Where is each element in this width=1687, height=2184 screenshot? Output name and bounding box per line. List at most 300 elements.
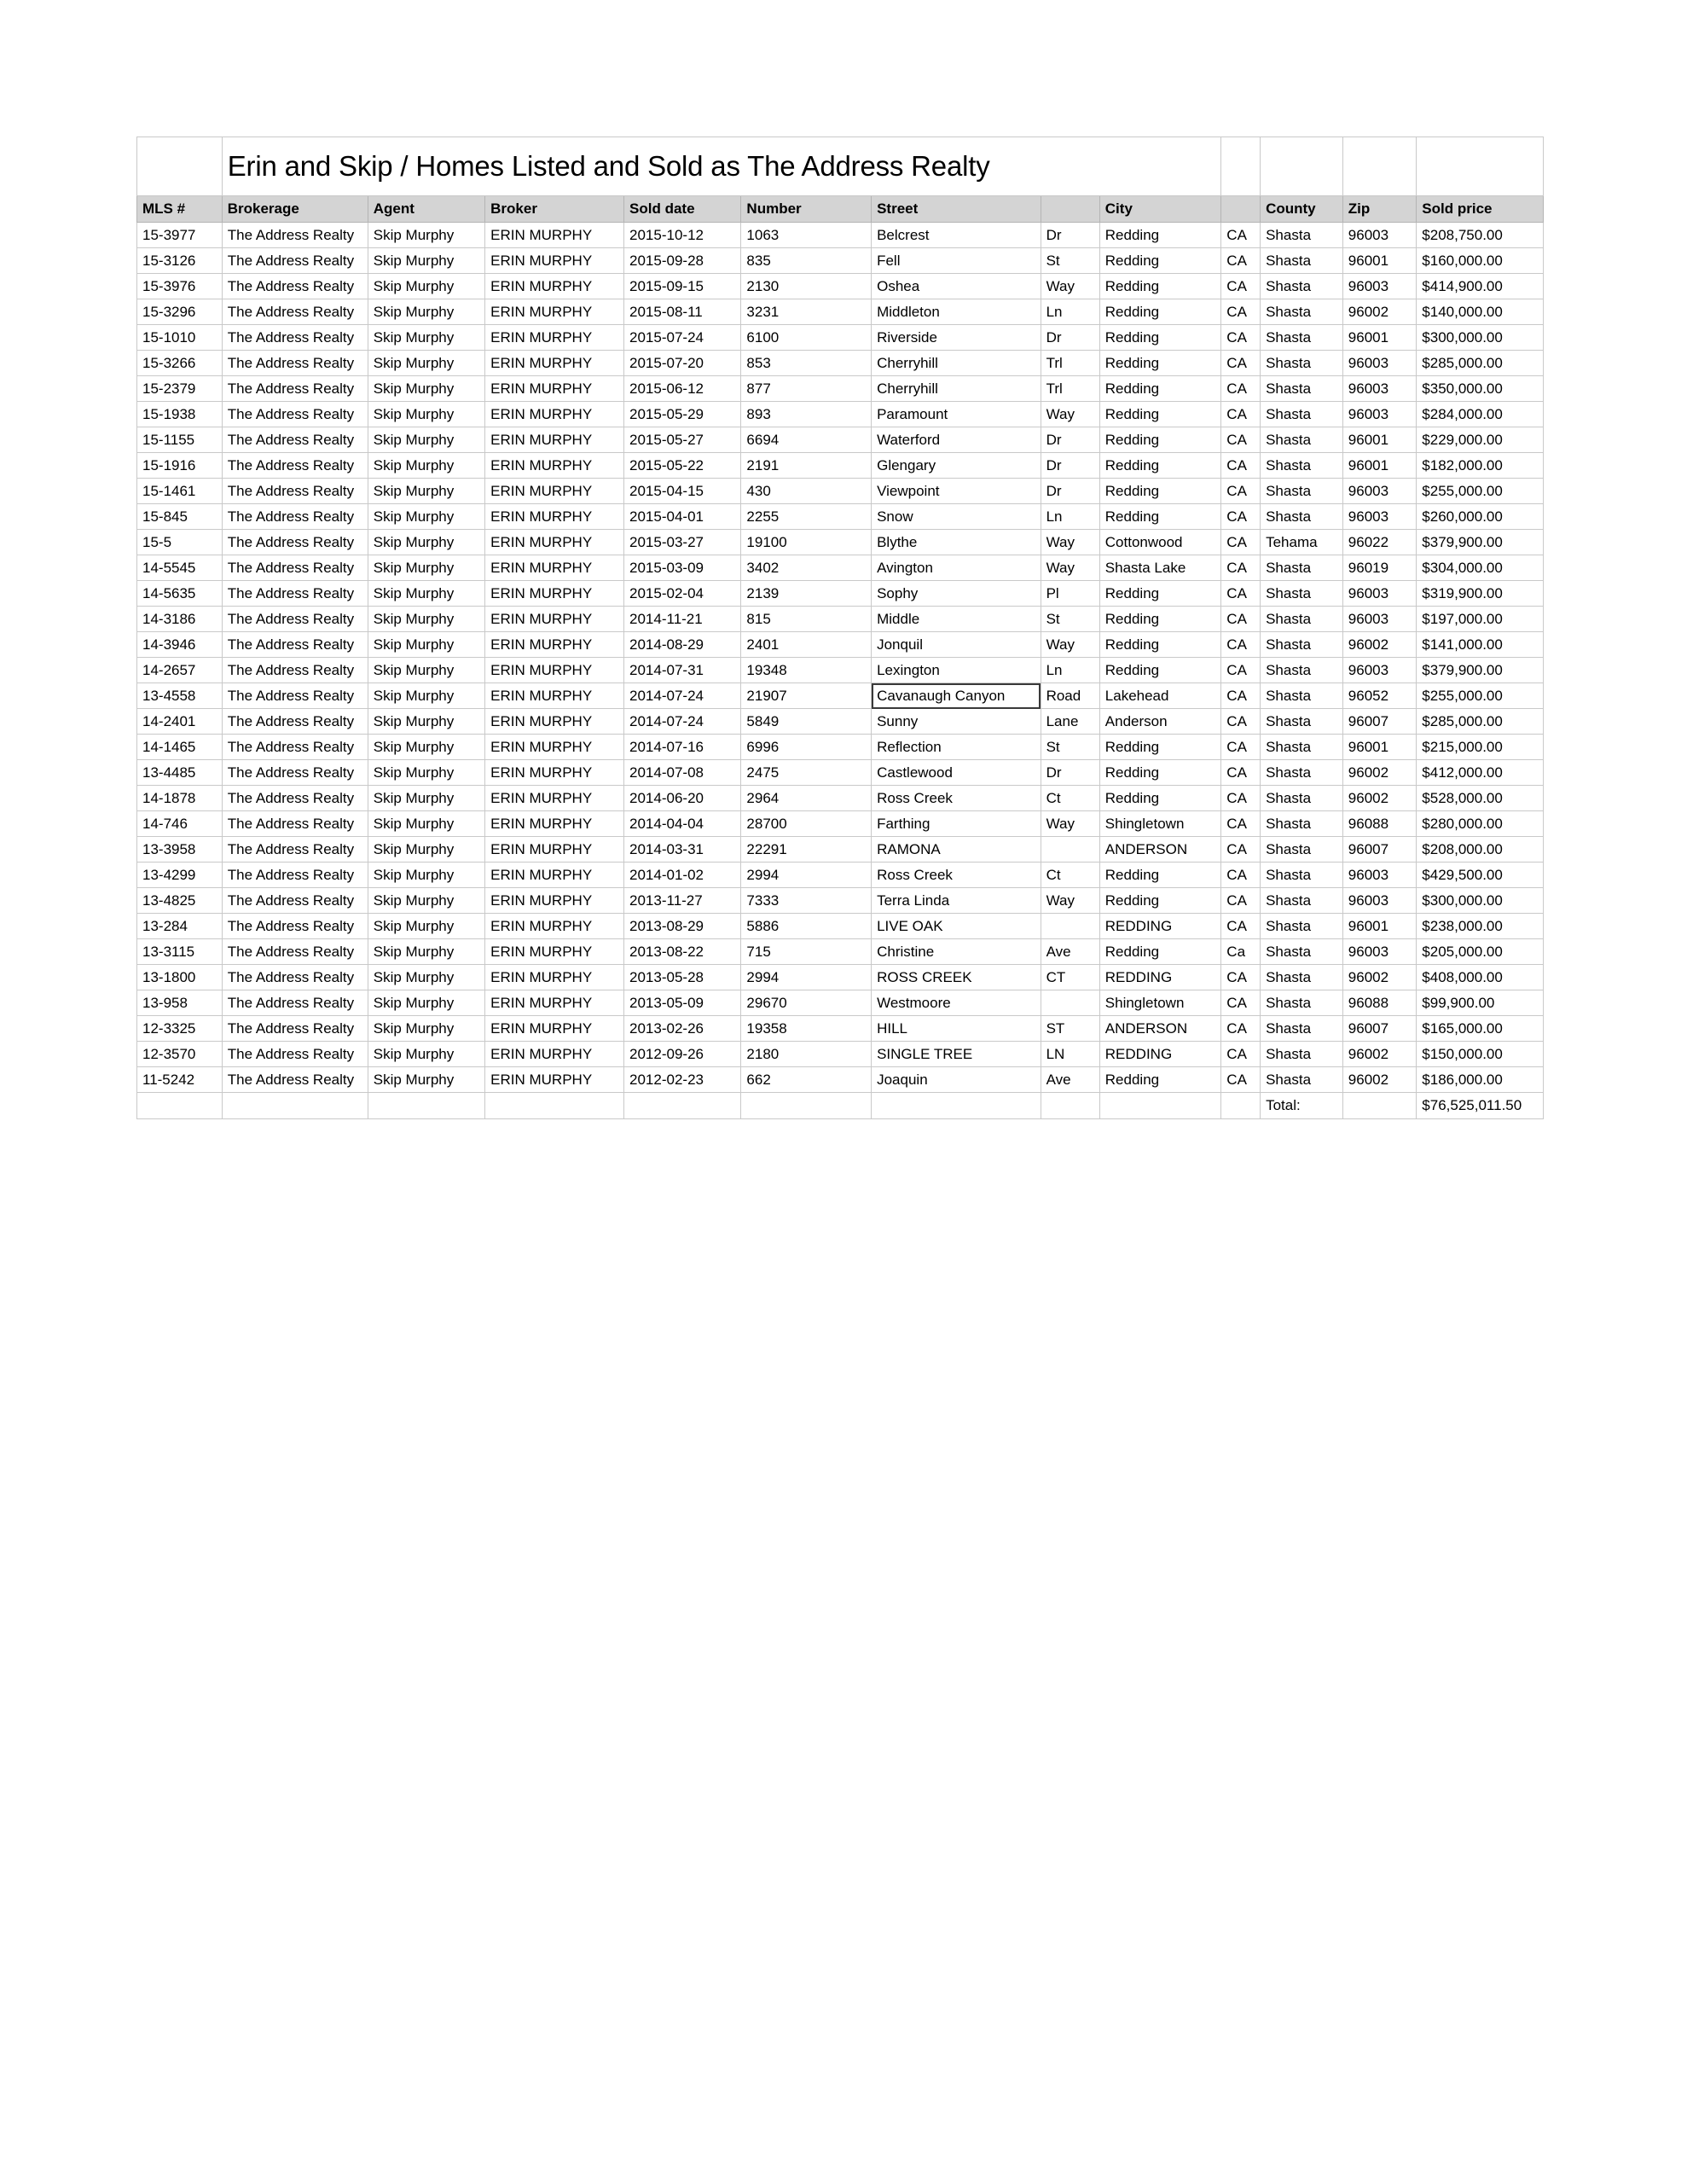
cell-brokerage[interactable]: The Address Realty [222,376,368,402]
cell-state[interactable]: CA [1221,581,1261,607]
cell-street-suffix[interactable]: Dr [1041,453,1099,479]
cell-agent[interactable]: Skip Murphy [368,888,484,914]
cell-number[interactable]: 2401 [741,632,872,658]
cell-number[interactable]: 6100 [741,325,872,351]
cell-city[interactable]: Redding [1099,735,1221,760]
cell-mls[interactable]: 13-4558 [137,683,223,709]
cell-state[interactable]: CA [1221,376,1261,402]
cell-county[interactable]: Shasta [1261,632,1343,658]
cell-state[interactable]: CA [1221,786,1261,811]
cell-city[interactable]: Redding [1099,274,1221,299]
cell-city[interactable]: REDDING [1099,965,1221,990]
cell-county[interactable]: Shasta [1261,555,1343,581]
cell-sold-date[interactable]: 2013-08-29 [624,914,741,939]
cell-brokerage[interactable]: The Address Realty [222,274,368,299]
cell-number[interactable]: 662 [741,1067,872,1093]
cell-agent[interactable]: Skip Murphy [368,811,484,837]
cell-street-suffix[interactable]: St [1041,248,1099,274]
cell-county[interactable]: Shasta [1261,402,1343,427]
cell-brokerage[interactable]: The Address Realty [222,786,368,811]
cell-city[interactable]: Redding [1099,376,1221,402]
cell-mls[interactable]: 15-3266 [137,351,223,376]
cell-state[interactable]: CA [1221,479,1261,504]
cell-number[interactable]: 21907 [741,683,872,709]
cell-broker[interactable]: ERIN MURPHY [485,376,624,402]
table-row[interactable] [137,735,1544,760]
cell-sold-date[interactable]: 2014-11-21 [624,607,741,632]
cell-brokerage[interactable]: The Address Realty [222,530,368,555]
cell-brokerage[interactable]: The Address Realty [222,658,368,683]
cell-zip[interactable]: 96003 [1342,504,1417,530]
cell-sold-date[interactable]: 2015-05-22 [624,453,741,479]
cell-sold-price[interactable]: $238,000.00 [1417,914,1544,939]
cell-county[interactable]: Shasta [1261,683,1343,709]
cell-zip[interactable]: 96003 [1342,274,1417,299]
cell-state[interactable]: CA [1221,607,1261,632]
cell-city[interactable]: ANDERSON [1099,1016,1221,1042]
cell-mls[interactable]: 14-1878 [137,786,223,811]
cell-state[interactable]: CA [1221,453,1261,479]
cell-mls[interactable]: 15-1155 [137,427,223,453]
cell-street-suffix[interactable]: Way [1041,811,1099,837]
column-header-street[interactable]: Street [872,196,1041,223]
cell-sold-date[interactable]: 2014-07-16 [624,735,741,760]
cell-brokerage[interactable]: The Address Realty [222,990,368,1016]
cell-street-suffix[interactable] [1041,990,1099,1016]
cell-zip[interactable]: 96003 [1342,376,1417,402]
cell-mls[interactable]: 15-2379 [137,376,223,402]
cell-brokerage[interactable]: The Address Realty [222,735,368,760]
cell-state[interactable]: CA [1221,811,1261,837]
cell-street[interactable]: Sunny [872,709,1041,735]
cell-state[interactable]: CA [1221,351,1261,376]
cell-street-suffix[interactable]: Ln [1041,299,1099,325]
cell-sold-price[interactable]: $205,000.00 [1417,939,1544,965]
cell-county[interactable]: Shasta [1261,248,1343,274]
cell-zip[interactable]: 96052 [1342,683,1417,709]
cell-street[interactable]: ROSS CREEK [872,965,1041,990]
cell-street[interactable]: Westmoore [872,990,1041,1016]
cell-number[interactable]: 2994 [741,863,872,888]
cell-mls[interactable]: 14-3946 [137,632,223,658]
cell-street-suffix[interactable]: Pl [1041,581,1099,607]
cell-brokerage[interactable]: The Address Realty [222,299,368,325]
cell-agent[interactable]: Skip Murphy [368,504,484,530]
cell-zip[interactable]: 96007 [1342,709,1417,735]
cell-state[interactable]: CA [1221,530,1261,555]
cell-zip[interactable]: 96001 [1342,914,1417,939]
table-row[interactable] [137,837,1544,863]
cell-broker[interactable]: ERIN MURPHY [485,607,624,632]
cell-county[interactable]: Shasta [1261,709,1343,735]
cell-brokerage[interactable]: The Address Realty [222,223,368,248]
column-header-zip[interactable]: Zip [1342,196,1417,223]
cell-zip[interactable]: 96007 [1342,1016,1417,1042]
cell-city[interactable]: Cottonwood [1099,530,1221,555]
cell-street[interactable]: Ross Creek [872,786,1041,811]
cell-broker[interactable]: ERIN MURPHY [485,786,624,811]
cell-mls[interactable]: 14-2401 [137,709,223,735]
cell-mls[interactable]: 15-3126 [137,248,223,274]
cell-broker[interactable]: ERIN MURPHY [485,351,624,376]
table-row[interactable] [137,223,1544,248]
cell-city[interactable]: REDDING [1099,1042,1221,1067]
cell-city[interactable]: Redding [1099,223,1221,248]
cell-city[interactable]: Redding [1099,581,1221,607]
cell-mls[interactable]: 15-3977 [137,223,223,248]
cell-county[interactable]: Shasta [1261,453,1343,479]
table-row[interactable] [137,939,1544,965]
cell-zip[interactable]: 96002 [1342,786,1417,811]
cell-brokerage[interactable]: The Address Realty [222,811,368,837]
cell-sold-date[interactable]: 2015-05-29 [624,402,741,427]
cell-street-suffix[interactable]: Way [1041,402,1099,427]
cell-city[interactable]: Redding [1099,427,1221,453]
cell-state[interactable]: CA [1221,709,1261,735]
cell-sold-date[interactable]: 2014-07-24 [624,709,741,735]
cell-agent[interactable]: Skip Murphy [368,299,484,325]
cell-zip[interactable]: 96003 [1342,863,1417,888]
cell-street[interactable]: Farthing [872,811,1041,837]
cell-street-suffix[interactable]: Road [1041,683,1099,709]
table-row[interactable] [137,325,1544,351]
cell-brokerage[interactable]: The Address Realty [222,760,368,786]
cell-zip[interactable]: 96003 [1342,479,1417,504]
cell-number[interactable]: 5886 [741,914,872,939]
cell-sold-price[interactable]: $197,000.00 [1417,607,1544,632]
cell-sold-date[interactable]: 2013-02-26 [624,1016,741,1042]
cell-number[interactable]: 6694 [741,427,872,453]
cell-number[interactable]: 19358 [741,1016,872,1042]
cell-zip[interactable]: 96002 [1342,632,1417,658]
cell-sold-date[interactable]: 2015-07-20 [624,351,741,376]
cell-agent[interactable]: Skip Murphy [368,402,484,427]
cell-sold-price[interactable]: $208,000.00 [1417,837,1544,863]
cell-zip[interactable]: 96003 [1342,607,1417,632]
cell-sold-date[interactable]: 2014-07-31 [624,658,741,683]
cell-agent[interactable]: Skip Murphy [368,351,484,376]
cell-sold-date[interactable]: 2014-04-04 [624,811,741,837]
cell-brokerage[interactable]: The Address Realty [222,402,368,427]
cell-sold-date[interactable]: 2012-02-23 [624,1067,741,1093]
cell-street[interactable]: Riverside [872,325,1041,351]
cell-zip[interactable]: 96002 [1342,1067,1417,1093]
cell-street-suffix[interactable]: Dr [1041,479,1099,504]
cell-agent[interactable]: Skip Murphy [368,223,484,248]
cell-number[interactable]: 835 [741,248,872,274]
cell-agent[interactable]: Skip Murphy [368,965,484,990]
cell-agent[interactable]: Skip Murphy [368,427,484,453]
cell-state[interactable]: CA [1221,223,1261,248]
cell-broker[interactable]: ERIN MURPHY [485,555,624,581]
cell-number[interactable]: 430 [741,479,872,504]
cell-agent[interactable]: Skip Murphy [368,1042,484,1067]
table-row[interactable] [137,786,1544,811]
table-row[interactable] [137,530,1544,555]
cell-street-suffix[interactable]: Trl [1041,351,1099,376]
cell-sold-price[interactable]: $412,000.00 [1417,760,1544,786]
cell-broker[interactable]: ERIN MURPHY [485,427,624,453]
table-row[interactable] [137,709,1544,735]
cell-broker[interactable]: ERIN MURPHY [485,402,624,427]
cell-sold-price[interactable]: $408,000.00 [1417,965,1544,990]
cell-zip[interactable]: 96002 [1342,1042,1417,1067]
cell-broker[interactable]: ERIN MURPHY [485,1042,624,1067]
table-row[interactable] [137,1067,1544,1093]
table-row[interactable] [137,760,1544,786]
cell-city[interactable]: Redding [1099,888,1221,914]
cell-sold-date[interactable]: 2013-11-27 [624,888,741,914]
cell-sold-date[interactable]: 2014-07-24 [624,683,741,709]
cell-mls[interactable]: 12-3325 [137,1016,223,1042]
cell-city[interactable]: REDDING [1099,914,1221,939]
cell-county[interactable]: Shasta [1261,325,1343,351]
cell-county[interactable]: Shasta [1261,658,1343,683]
cell-agent[interactable]: Skip Murphy [368,863,484,888]
cell-county[interactable]: Shasta [1261,760,1343,786]
cell-number[interactable]: 22291 [741,837,872,863]
table-row[interactable] [137,248,1544,274]
column-header-state[interactable] [1221,196,1261,223]
cell-number[interactable]: 7333 [741,888,872,914]
cell-street[interactable]: HILL [872,1016,1041,1042]
cell-county[interactable]: Tehama [1261,530,1343,555]
cell-sold-price[interactable]: $160,000.00 [1417,248,1544,274]
cell-street-suffix[interactable]: Ln [1041,658,1099,683]
cell-mls[interactable]: 13-4485 [137,760,223,786]
cell-sold-price[interactable]: $255,000.00 [1417,683,1544,709]
cell-agent[interactable]: Skip Murphy [368,376,484,402]
cell-county[interactable]: Shasta [1261,990,1343,1016]
cell-broker[interactable]: ERIN MURPHY [485,735,624,760]
table-row[interactable] [137,427,1544,453]
cell-mls[interactable]: 14-1465 [137,735,223,760]
cell-zip[interactable]: 96003 [1342,223,1417,248]
cell-brokerage[interactable]: The Address Realty [222,965,368,990]
cell-broker[interactable]: ERIN MURPHY [485,223,624,248]
cell-mls[interactable]: 13-3115 [137,939,223,965]
cell-county[interactable]: Shasta [1261,607,1343,632]
cell-zip[interactable]: 96001 [1342,325,1417,351]
cell-city[interactable]: Shasta Lake [1099,555,1221,581]
cell-city[interactable]: Redding [1099,299,1221,325]
cell-street[interactable]: Castlewood [872,760,1041,786]
cell-number[interactable]: 2994 [741,965,872,990]
cell-broker[interactable]: ERIN MURPHY [485,248,624,274]
cell-street-suffix[interactable] [1041,837,1099,863]
cell-broker[interactable]: ERIN MURPHY [485,990,624,1016]
cell-broker[interactable]: ERIN MURPHY [485,274,624,299]
cell-street[interactable]: Avington [872,555,1041,581]
cell-number[interactable]: 2255 [741,504,872,530]
cell-brokerage[interactable]: The Address Realty [222,504,368,530]
column-header-agent[interactable]: Agent [368,196,484,223]
cell-street[interactable]: Oshea [872,274,1041,299]
cell-number[interactable]: 715 [741,939,872,965]
cell-brokerage[interactable]: The Address Realty [222,1016,368,1042]
cell-brokerage[interactable]: The Address Realty [222,325,368,351]
cell-zip[interactable]: 96001 [1342,248,1417,274]
cell-mls[interactable]: 13-4825 [137,888,223,914]
cell-city[interactable]: Redding [1099,453,1221,479]
cell-county[interactable]: Shasta [1261,479,1343,504]
cell-street-suffix[interactable]: Dr [1041,427,1099,453]
cell-broker[interactable]: ERIN MURPHY [485,939,624,965]
cell-street[interactable]: Cherryhill [872,376,1041,402]
cell-agent[interactable]: Skip Murphy [368,658,484,683]
cell-sold-price[interactable]: $300,000.00 [1417,325,1544,351]
table-row[interactable] [137,632,1544,658]
cell-number[interactable]: 2139 [741,581,872,607]
cell-mls[interactable]: 13-1800 [137,965,223,990]
cell-state[interactable]: CA [1221,1016,1261,1042]
table-row[interactable] [137,811,1544,837]
cell-sold-price[interactable]: $255,000.00 [1417,479,1544,504]
cell-state[interactable]: CA [1221,274,1261,299]
cell-sold-price[interactable]: $140,000.00 [1417,299,1544,325]
cell-broker[interactable]: ERIN MURPHY [485,530,624,555]
cell-street-suffix[interactable]: CT [1041,965,1099,990]
cell-number[interactable]: 19348 [741,658,872,683]
table-row[interactable] [137,990,1544,1016]
cell-zip[interactable]: 96002 [1342,760,1417,786]
cell-broker[interactable]: ERIN MURPHY [485,811,624,837]
cell-broker[interactable]: ERIN MURPHY [485,658,624,683]
cell-state[interactable]: CA [1221,760,1261,786]
cell-city[interactable]: Redding [1099,1067,1221,1093]
cell-broker[interactable]: ERIN MURPHY [485,632,624,658]
cell-number[interactable]: 3231 [741,299,872,325]
cell-sold-price[interactable]: $141,000.00 [1417,632,1544,658]
cell-city[interactable]: Redding [1099,786,1221,811]
cell-zip[interactable]: 96003 [1342,939,1417,965]
cell-sold-price[interactable]: $165,000.00 [1417,1016,1544,1042]
cell-brokerage[interactable]: The Address Realty [222,1042,368,1067]
cell-broker[interactable]: ERIN MURPHY [485,504,624,530]
cell-brokerage[interactable]: The Address Realty [222,888,368,914]
cell-brokerage[interactable]: The Address Realty [222,248,368,274]
cell-city[interactable]: Redding [1099,658,1221,683]
cell-sold-price[interactable]: $280,000.00 [1417,811,1544,837]
cell-zip[interactable]: 96003 [1342,888,1417,914]
cell-street[interactable]: Reflection [872,735,1041,760]
cell-broker[interactable]: ERIN MURPHY [485,965,624,990]
cell-street[interactable]: Sophy [872,581,1041,607]
cell-zip[interactable]: 96088 [1342,990,1417,1016]
cell-sold-date[interactable]: 2014-07-08 [624,760,741,786]
cell-sold-date[interactable]: 2013-08-22 [624,939,741,965]
cell-street[interactable]: Ross Creek [872,863,1041,888]
cell-street[interactable]: Snow [872,504,1041,530]
cell-agent[interactable]: Skip Murphy [368,632,484,658]
cell-brokerage[interactable]: The Address Realty [222,351,368,376]
cell-broker[interactable]: ERIN MURPHY [485,760,624,786]
cell-sold-date[interactable]: 2015-07-24 [624,325,741,351]
cell-sold-date[interactable]: 2014-01-02 [624,863,741,888]
cell-state[interactable]: CA [1221,248,1261,274]
cell-street-suffix[interactable]: Ct [1041,786,1099,811]
cell-sold-date[interactable]: 2015-10-12 [624,223,741,248]
cell-mls[interactable]: 13-284 [137,914,223,939]
cell-sold-price[interactable]: $379,900.00 [1417,530,1544,555]
cell-zip[interactable]: 96019 [1342,555,1417,581]
cell-county[interactable]: Shasta [1261,811,1343,837]
cell-sold-date[interactable]: 2014-03-31 [624,837,741,863]
cell-number[interactable]: 877 [741,376,872,402]
table-row[interactable] [137,658,1544,683]
cell-agent[interactable]: Skip Murphy [368,990,484,1016]
cell-agent[interactable]: Skip Murphy [368,274,484,299]
cell-zip[interactable]: 96001 [1342,735,1417,760]
cell-zip[interactable]: 96003 [1342,658,1417,683]
table-row[interactable] [137,888,1544,914]
cell-sold-price[interactable]: $215,000.00 [1417,735,1544,760]
cell-number[interactable]: 815 [741,607,872,632]
cell-county[interactable]: Shasta [1261,581,1343,607]
cell-mls[interactable]: 13-3958 [137,837,223,863]
cell-county[interactable]: Shasta [1261,837,1343,863]
cell-agent[interactable]: Skip Murphy [368,581,484,607]
cell-state[interactable]: CA [1221,965,1261,990]
cell-agent[interactable]: Skip Murphy [368,479,484,504]
cell-state[interactable]: CA [1221,299,1261,325]
cell-zip[interactable]: 96007 [1342,837,1417,863]
table-row[interactable] [137,504,1544,530]
cell-number[interactable]: 6996 [741,735,872,760]
cell-number[interactable]: 893 [741,402,872,427]
cell-broker[interactable]: ERIN MURPHY [485,299,624,325]
cell-sold-date[interactable]: 2013-05-28 [624,965,741,990]
cell-mls[interactable]: 15-5 [137,530,223,555]
cell-city[interactable]: Shingletown [1099,990,1221,1016]
cell-number[interactable]: 2964 [741,786,872,811]
cell-mls[interactable]: 15-1010 [137,325,223,351]
cell-agent[interactable]: Skip Murphy [368,453,484,479]
table-row[interactable] [137,351,1544,376]
cell-number[interactable]: 2130 [741,274,872,299]
cell-state[interactable]: CA [1221,990,1261,1016]
cell-sold-price[interactable]: $304,000.00 [1417,555,1544,581]
column-header-broker[interactable]: Broker [485,196,624,223]
column-header-sold-price[interactable]: Sold price [1417,196,1544,223]
cell-zip[interactable]: 96002 [1342,299,1417,325]
cell-city[interactable]: Redding [1099,504,1221,530]
cell-sold-date[interactable]: 2015-03-09 [624,555,741,581]
cell-sold-date[interactable]: 2012-09-26 [624,1042,741,1067]
cell-city[interactable]: ANDERSON [1099,837,1221,863]
column-header-street-suffix[interactable] [1041,196,1099,223]
cell-brokerage[interactable]: The Address Realty [222,863,368,888]
cell-street[interactable]: Cherryhill [872,351,1041,376]
cell-zip[interactable]: 96001 [1342,453,1417,479]
cell-city[interactable]: Redding [1099,479,1221,504]
cell-city[interactable]: Redding [1099,607,1221,632]
cell-sold-date[interactable]: 2015-04-15 [624,479,741,504]
cell-sold-price[interactable]: $186,000.00 [1417,1067,1544,1093]
cell-state[interactable]: CA [1221,837,1261,863]
cell-agent[interactable]: Skip Murphy [368,760,484,786]
cell-brokerage[interactable]: The Address Realty [222,683,368,709]
cell-brokerage[interactable]: The Address Realty [222,479,368,504]
cell-street-suffix[interactable]: LN [1041,1042,1099,1067]
cell-agent[interactable]: Skip Murphy [368,683,484,709]
table-row[interactable] [137,683,1544,709]
cell-street[interactable]: Paramount [872,402,1041,427]
cell-county[interactable]: Shasta [1261,1067,1343,1093]
cell-street-suffix[interactable]: Ct [1041,863,1099,888]
cell-county[interactable]: Shasta [1261,914,1343,939]
cell-street-suffix[interactable]: Dr [1041,760,1099,786]
